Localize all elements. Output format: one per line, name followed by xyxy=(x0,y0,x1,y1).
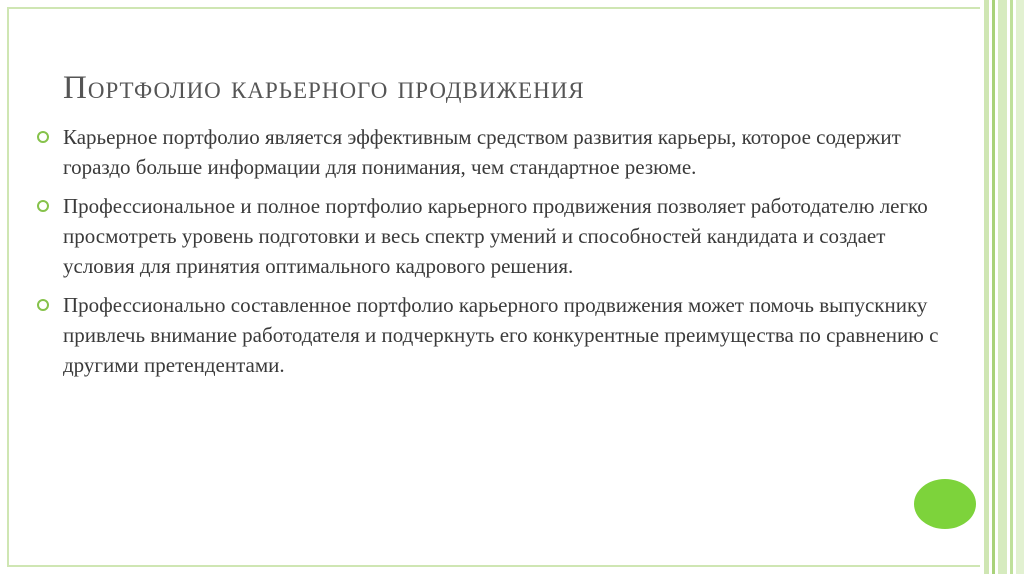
list-item xyxy=(37,122,962,182)
bullet-list xyxy=(37,122,962,389)
stripe xyxy=(1010,0,1013,574)
bullet-text: Карьерное портфолио является эффективным средством развития карьеры, которое содержит гораздо больше информации для понимания, чем стандартное резюме. xyxy=(63,125,901,179)
bullet-text: Профессиональное и полное портфолио карьерного продвижения позволяет работодателю легко просмотреть уровень подготовки и весь спектр умений и способностей кандидата и создает условия для принятия оптимального кадрового решения. xyxy=(63,194,928,278)
bullet-text: Профессионально составленное портфолио карьерного продвижения может помочь выпускнику привлечь внимание работодателя и подчеркнуть его конкурентные преимущества по сравнению с другими претендентами. xyxy=(63,293,939,377)
bullet-circle-icon xyxy=(37,131,49,143)
stripe xyxy=(984,0,989,574)
list-item xyxy=(37,290,962,380)
decorative-stripes xyxy=(984,0,1024,574)
bullet-circle-icon xyxy=(37,299,49,311)
list-item xyxy=(37,191,962,281)
decorative-green-circle xyxy=(914,479,976,529)
stripe xyxy=(1016,0,1024,574)
slide-title: Портфолио карьерного продвижения xyxy=(63,70,585,106)
stripe xyxy=(992,0,995,574)
bullet-circle-icon xyxy=(37,200,49,212)
stripe xyxy=(998,0,1007,574)
